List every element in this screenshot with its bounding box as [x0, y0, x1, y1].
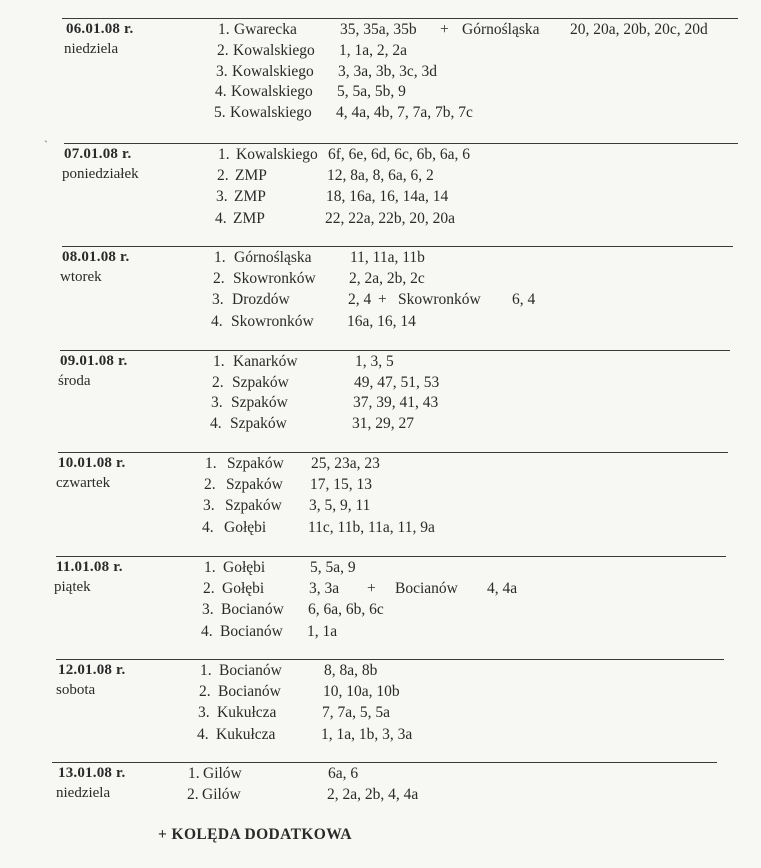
- entry-house-numbers: 6a, 6: [328, 765, 359, 782]
- plus-sign: +: [367, 580, 376, 598]
- entry-number: 3.: [198, 704, 210, 722]
- entry-number: 2.: [212, 373, 224, 391]
- entry-house-numbers: 2, 4: [348, 291, 372, 309]
- entry-street: ZMP: [235, 167, 267, 185]
- entry-number: 1.: [218, 21, 230, 38]
- entry-number: 2.: [217, 167, 229, 185]
- day-date: 12.01.08 r.: [58, 662, 126, 678]
- entry-house-numbers: 35, 35a, 35b: [340, 21, 417, 38]
- entry-number: 2.: [199, 683, 211, 701]
- entry-street-2: Górnośląska: [462, 21, 540, 38]
- day-weekday: środa: [58, 373, 91, 389]
- entry-street: Skowronków: [233, 270, 316, 288]
- entry-number: 1.: [218, 146, 230, 163]
- entry-house-numbers: 18, 16a, 16, 14a, 14: [326, 188, 449, 206]
- entry-house-numbers: 11, 11a, 11b: [350, 249, 425, 266]
- entry-house-numbers: 17, 15, 13: [310, 476, 372, 494]
- entry-house-numbers: 3, 3a: [309, 580, 340, 598]
- entry-street: Drozdów: [232, 291, 290, 309]
- entry-street: Bocianów: [220, 622, 283, 640]
- entry-house-numbers-2: 6, 4: [512, 291, 536, 309]
- entry-house-numbers-2: 4, 4a: [487, 580, 518, 598]
- entry-house-numbers: 5, 5a, 9: [310, 559, 356, 576]
- entry-number: 1.: [200, 662, 212, 679]
- entry-number: 3.: [202, 601, 214, 619]
- entry-street: Górnośląska: [234, 249, 312, 266]
- day-weekday: sobota: [56, 682, 96, 698]
- entry-house-numbers: 6f, 6e, 6d, 6c, 6b, 6a, 6: [328, 146, 471, 163]
- entry-street: Kowalskiego: [231, 83, 313, 101]
- separator-rule: [62, 18, 738, 19]
- entry-house-numbers: 3, 5, 9, 11: [309, 497, 371, 515]
- entry-number: 4.: [197, 725, 209, 743]
- entry-number: 4.: [202, 518, 214, 536]
- separator-rule: [56, 659, 724, 660]
- entry-house-numbers: 16a, 16, 14: [347, 312, 416, 330]
- entry-house-numbers: 5, 5a, 5b, 9: [337, 83, 406, 101]
- entry-house-numbers: 1, 1a, 2, 2a: [339, 41, 408, 59]
- entry-house-numbers: 7, 7a, 5, 5a: [322, 704, 391, 722]
- entry-street: Szpaków: [230, 414, 287, 432]
- day-weekday: wtorek: [60, 269, 102, 285]
- entry-house-numbers: 2, 2a, 2b, 2c: [349, 270, 425, 288]
- entry-number: 4.: [201, 622, 213, 640]
- footer-note: + KOLĘDA DODATKOWA: [158, 826, 353, 843]
- entry-house-numbers: 1, 3, 5: [355, 353, 394, 370]
- entry-street: Kowalskiego: [230, 104, 312, 122]
- entry-house-numbers: 31, 29, 27: [352, 414, 414, 432]
- entry-number: 2.: [217, 41, 229, 59]
- entry-number: 2.: [203, 580, 215, 598]
- entry-house-numbers: 25, 23a, 23: [311, 455, 380, 472]
- entry-street: Gilów: [202, 786, 241, 804]
- entry-street: Kowalskiego: [232, 62, 314, 80]
- entry-street: Gołębi: [223, 559, 266, 576]
- entry-street: Bocianów: [218, 683, 281, 701]
- entry-street: Bocianów: [221, 601, 284, 619]
- entry-number: 3.: [211, 394, 223, 412]
- entry-number: 4.: [215, 83, 227, 101]
- entry-number: 4.: [210, 414, 222, 432]
- entry-street: Gilów: [203, 765, 242, 782]
- entry-number: 4.: [215, 209, 227, 227]
- entry-house-numbers: 3, 3a, 3b, 3c, 3d: [338, 62, 438, 80]
- entry-house-numbers: 6, 6a, 6b, 6c: [308, 601, 384, 619]
- plus-sign: +: [440, 21, 449, 38]
- day-date: 06.01.08 r.: [66, 21, 134, 37]
- entry-number: 3.: [203, 497, 215, 515]
- entry-house-numbers: 22, 22a, 22b, 20, 20a: [325, 209, 456, 227]
- entry-street: Gołębi: [224, 518, 267, 536]
- entry-house-numbers: 1, 1a, 1b, 3, 3a: [321, 725, 413, 743]
- day-weekday: niedziela: [64, 41, 119, 57]
- entry-house-numbers: 37, 39, 41, 43: [353, 394, 439, 412]
- scan-mark: `: [44, 138, 48, 152]
- entry-number: 2.: [204, 476, 216, 494]
- entry-number: 3.: [216, 62, 228, 80]
- entry-house-numbers-2: 20, 20a, 20b, 20c, 20d: [570, 21, 708, 38]
- separator-rule: [52, 762, 717, 763]
- entry-number: 1.: [188, 765, 200, 782]
- day-weekday: czwartek: [56, 475, 111, 491]
- entry-house-numbers: 10, 10a, 10b: [323, 683, 400, 701]
- separator-rule: [64, 143, 738, 144]
- entry-street: ZMP: [234, 188, 266, 206]
- entry-house-numbers: 8, 8a, 8b: [324, 662, 378, 679]
- entry-street: Kowalskiego: [233, 41, 315, 59]
- entry-number: 1.: [205, 455, 217, 472]
- entry-street: Kukułcza: [217, 704, 277, 722]
- entry-street: Gwarecka: [234, 21, 297, 38]
- entry-street: Kowalskiego: [236, 146, 318, 163]
- entry-street: Gołębi: [222, 580, 265, 598]
- entry-street: Kukułcza: [216, 725, 276, 743]
- entry-street: Bocianów: [219, 662, 282, 679]
- entry-number: 1.: [204, 559, 216, 576]
- day-date: 08.01.08 r.: [62, 249, 130, 265]
- entry-street: Szpaków: [231, 394, 288, 412]
- entry-house-numbers: 49, 47, 51, 53: [354, 373, 440, 391]
- separator-rule: [56, 556, 726, 557]
- day-weekday: piątek: [54, 579, 91, 595]
- entry-number: 3.: [212, 291, 224, 309]
- day-weekday: niedziela: [56, 785, 111, 801]
- entry-number: 4.: [211, 312, 223, 330]
- entry-house-numbers: 12, 8a, 8, 6a, 6, 2: [327, 167, 434, 185]
- separator-rule: [62, 246, 733, 247]
- entry-street: Szpaków: [232, 373, 289, 391]
- entry-street: Szpaków: [226, 476, 283, 494]
- entry-number: 2.: [213, 270, 225, 288]
- entry-number: 3.: [216, 188, 228, 206]
- entry-street: Kanarków: [233, 353, 298, 370]
- day-weekday: poniedziałek: [62, 166, 139, 182]
- entry-number: 1.: [214, 249, 226, 266]
- day-date: 10.01.08 r.: [58, 455, 126, 471]
- separator-rule: [60, 350, 730, 351]
- entry-street: Skowronków: [231, 312, 314, 330]
- entry-house-numbers: 4, 4a, 4b, 7, 7a, 7b, 7c: [336, 104, 473, 122]
- entry-street: Szpaków: [227, 455, 284, 472]
- entry-number: 5.: [214, 104, 226, 122]
- separator-rule: [58, 452, 728, 453]
- plus-sign: +: [378, 291, 387, 309]
- entry-street-2: Bocianów: [395, 580, 458, 598]
- day-date: 13.01.08 r.: [58, 765, 126, 781]
- entry-house-numbers: 1, 1a: [307, 622, 338, 640]
- entry-street: Szpaków: [225, 497, 282, 515]
- entry-number: 2.: [187, 786, 199, 804]
- entry-house-numbers: 2, 2a, 2b, 4, 4a: [327, 786, 419, 804]
- entry-number: 1.: [213, 353, 225, 370]
- day-date: 09.01.08 r.: [60, 353, 128, 369]
- entry-street-2: Skowronków: [398, 291, 481, 309]
- entry-street: ZMP: [233, 209, 265, 227]
- entry-house-numbers: 11c, 11b, 11a, 11, 9a: [308, 518, 435, 536]
- day-date: 11.01.08 r.: [56, 559, 123, 575]
- day-date: 07.01.08 r.: [64, 146, 132, 162]
